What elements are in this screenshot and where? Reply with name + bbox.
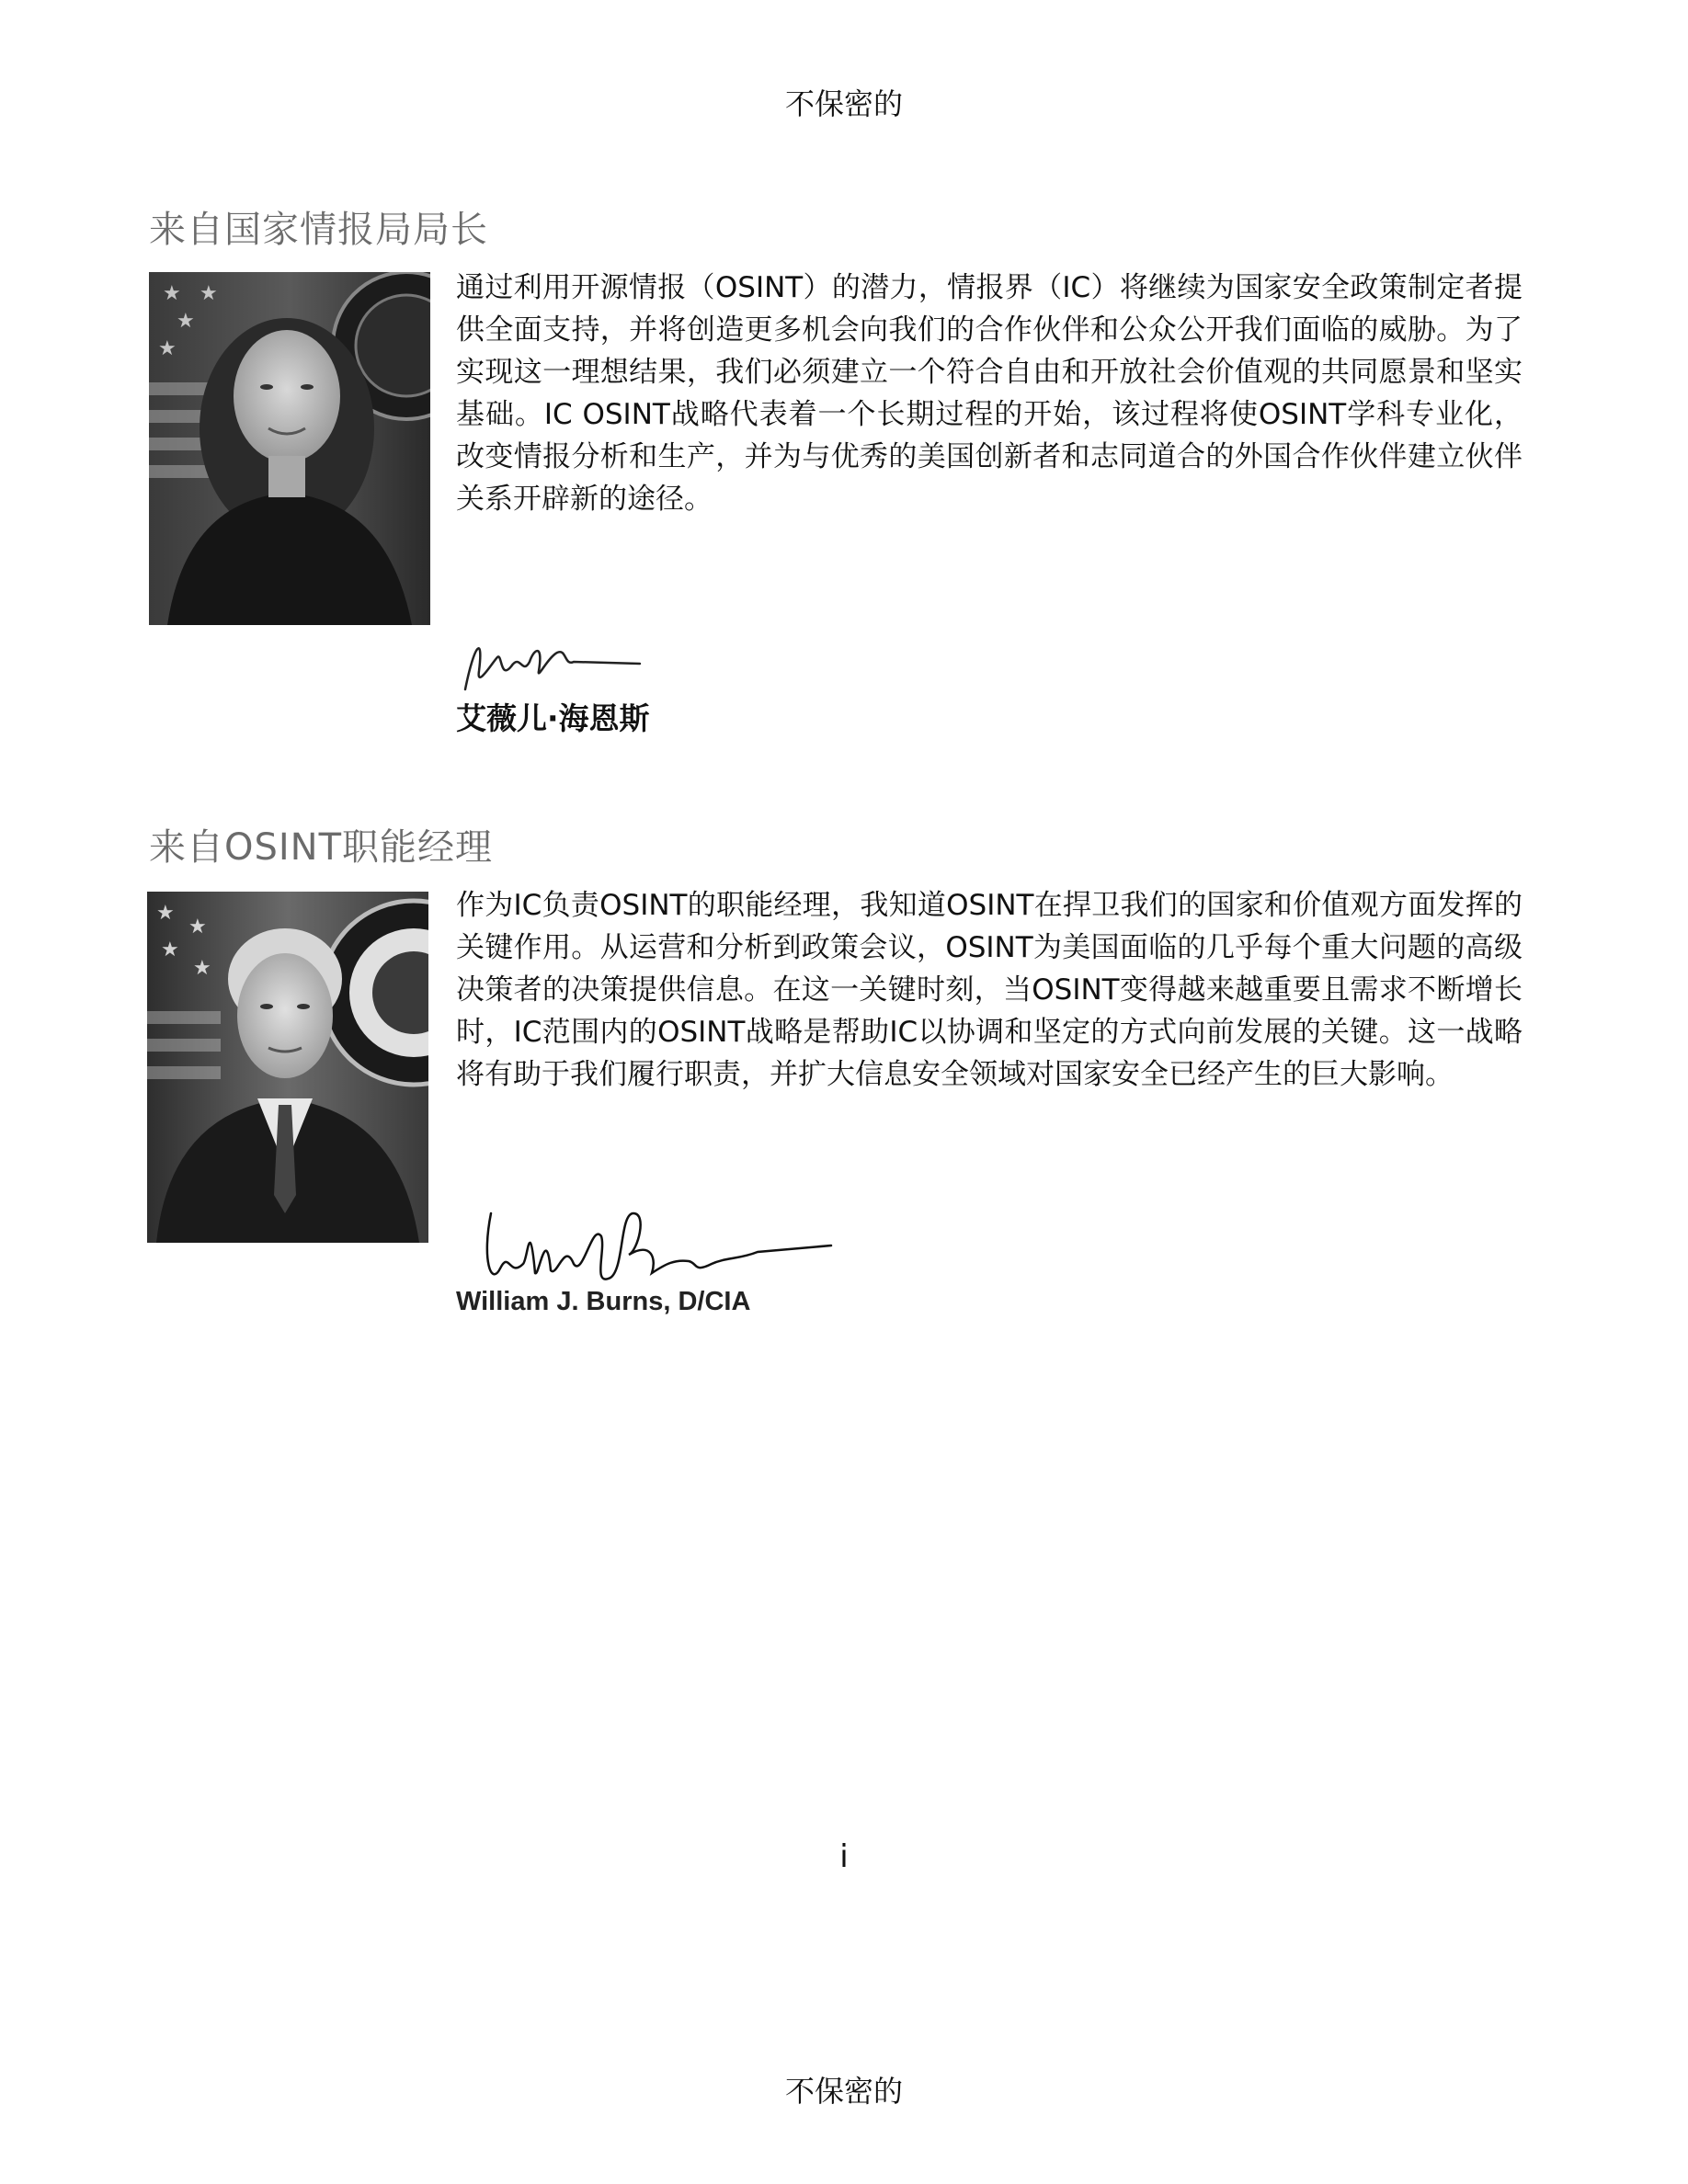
svg-text:★: ★: [193, 957, 211, 980]
page-number: i: [839, 1838, 849, 1875]
signer-name-dni: 艾薇儿·海恩斯: [456, 700, 650, 736]
section-body-dni: 通过利用开源情报（OSINT）的潜力，情报界（IC）将继续为国家安全政策制定者提供全面支持，并将创造更多机会向我们的合作伙伴和公众公开我们面临的威胁。为了实现这一理想结果，我们必须建立一个符合自由和开放社会价值观的共同愿景和坚实基础。IC OSINT战略代表着一个长期过程的开始，该过程将使OSINT学科专业化，改变情报分析和生产，并为与优秀的美国创新者和志同道合的外国合作伙伴建立伙伴关系开辟新的途径。: [456, 271, 1523, 516]
svg-text:★: ★: [158, 337, 177, 360]
svg-text:★: ★: [156, 902, 175, 925]
svg-text:★: ★: [188, 916, 207, 938]
signer-name-osint-manager: William J. Burns, D/CIA: [456, 1287, 751, 1316]
svg-text:★: ★: [177, 310, 195, 333]
svg-text:★: ★: [161, 938, 179, 961]
section-heading-osint-manager: 来自OSINT职能经理: [149, 826, 494, 869]
svg-text:★: ★: [200, 282, 218, 305]
signature-dni: [456, 625, 658, 699]
classification-header: 不保密的: [784, 86, 903, 121]
svg-text:★: ★: [163, 282, 181, 305]
portrait-photo-dni: [149, 272, 430, 625]
signature-osint-manager: [473, 1186, 840, 1296]
section-heading-dni: 来自国家情报局局长: [149, 209, 488, 251]
portrait-photo-osint-manager: [147, 892, 428, 1243]
section-body-osint-manager: 作为IC负责OSINT的职能经理，我知道OSINT在捍卫我们的国家和价值观方面发挥的关键作用。从运营和分析到政策会议，OSINT为美国面临的几乎每个重大问题的高级决策者的决策提供信息。在这一关键时刻，当OSINT变得越来越重要且需求不断增长时，IC范围内的OSINT战略是帮助IC以协调和坚定的方式向前发展的关键。这一战略将有助于我们履行职责，并扩大信息安全领域对国家安全已经产生的巨大影响。: [456, 889, 1523, 1091]
classification-footer: 不保密的: [784, 2074, 903, 2109]
